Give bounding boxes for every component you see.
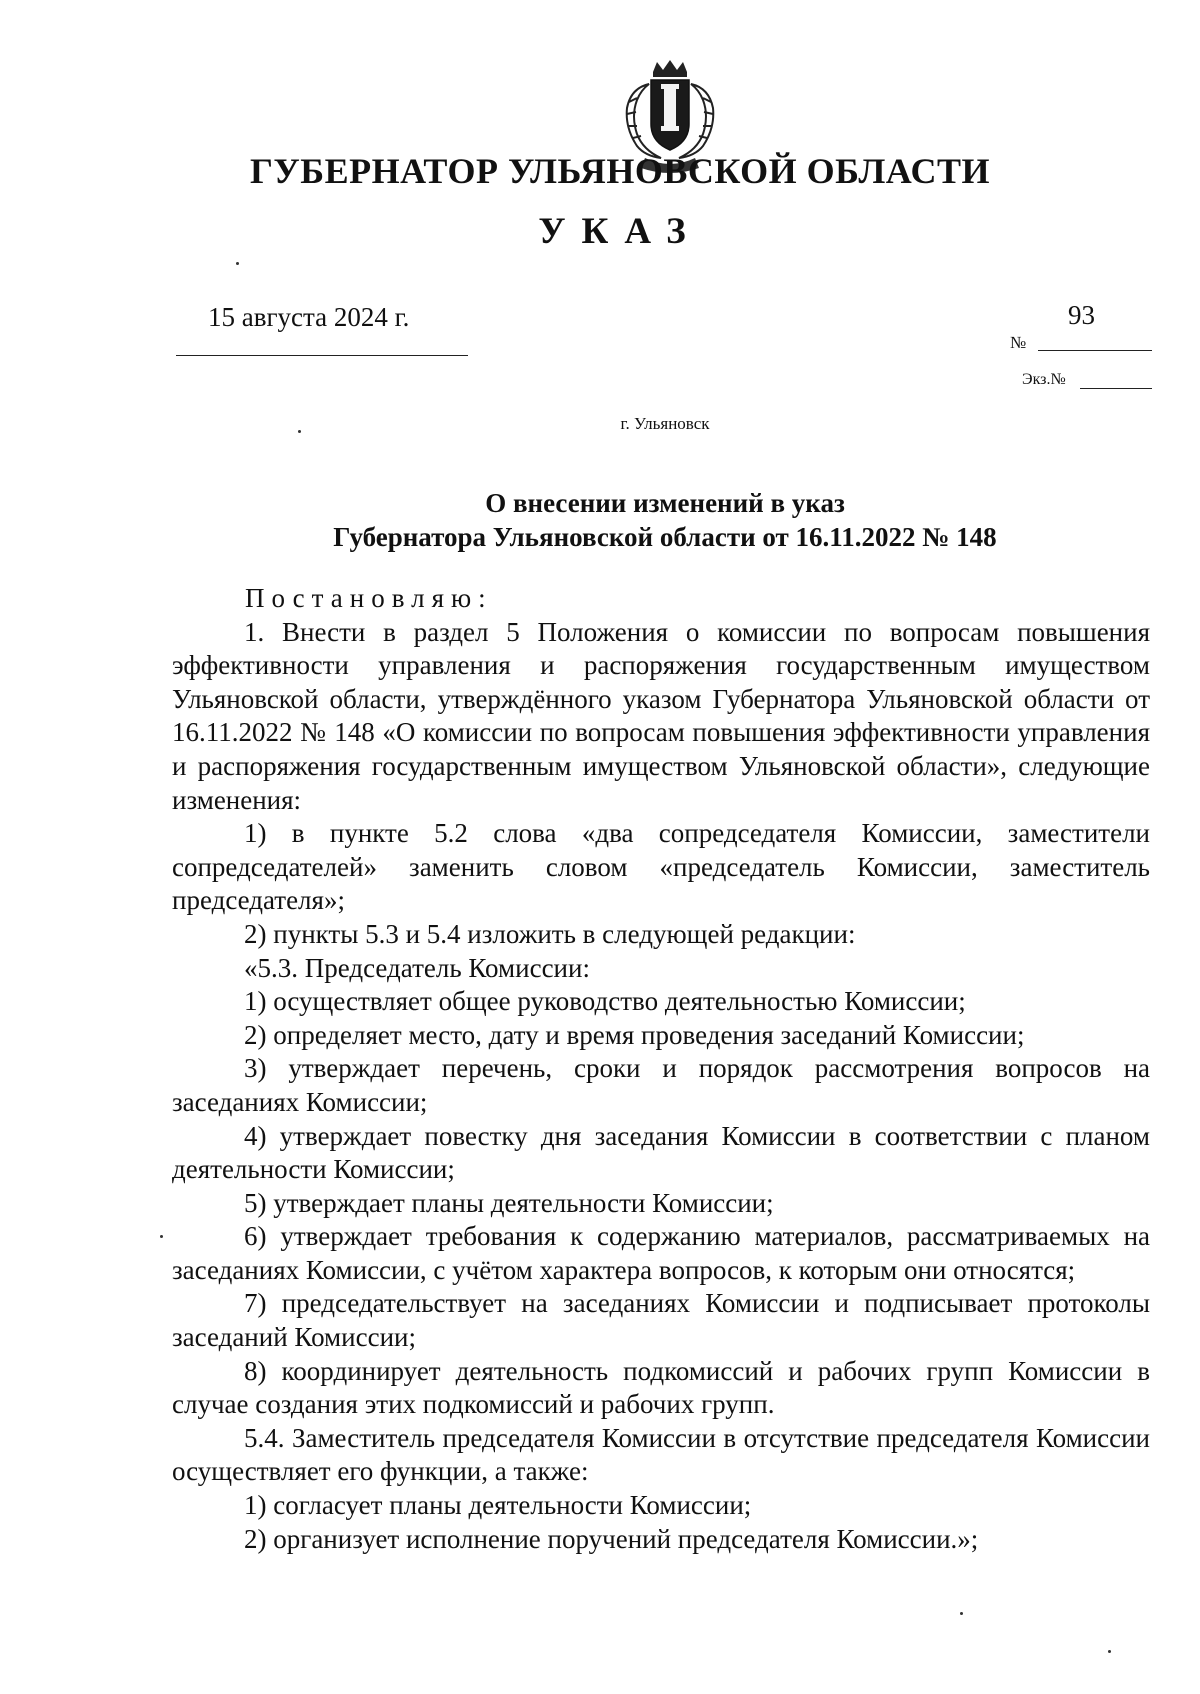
body-paragraph: 1) в пункте 5.2 слова «два сопредседателя Комиссии, заместители сопредседателей» заменить словом «председатель Комиссии, заместитель председателя»; xyxy=(172,818,1150,916)
document-body xyxy=(172,582,1150,1556)
document-type-heading: УКАЗ xyxy=(538,211,702,252)
body-paragraph: 3) утверждает перечень, сроки и порядок рассмотрения вопросов на заседаниях Комиссии; xyxy=(172,1053,1150,1117)
body-paragraph: 5.4. Заместитель председателя Комиссии в отсутствие председателя Комиссии осуществляет его функции, а также: xyxy=(172,1422,1150,1487)
scan-speck xyxy=(960,1612,963,1615)
city-name: г. Ульяновск xyxy=(620,414,710,433)
decree-word: Постановляю: xyxy=(245,583,493,613)
body-paragraph: 4) утверждает повестку дня заседания Комиссии в соответствии с планом деятельности Комиссии; xyxy=(172,1120,1150,1185)
scan-speck xyxy=(160,1235,163,1238)
number-underline xyxy=(1038,350,1152,351)
body-paragraph: «5.3. Председатель Комиссии: xyxy=(244,952,590,983)
subject-line: Губернатора Ульяновской области от 16.11.2022 № 148 xyxy=(333,522,997,552)
document-subject xyxy=(0,486,1200,554)
body-paragraph: 1) осуществляет общее руководство деятельностью Комиссии; xyxy=(244,986,966,1017)
body-paragraph: 7) председательствует на заседаниях Комиссии и подписывает протоколы заседаний Комиссии; xyxy=(172,1288,1150,1353)
body-paragraph: 2) организует исполнение поручений председателя Комиссии.»; xyxy=(244,1523,979,1554)
body-paragraph: 1. Внести в раздел 5 Положения о комиссии по вопросам повышения эффективности управления и распоряжения государственным имуществом Ульяновской области, утверждённого указом Губернатора Ульяновской области от 16.11.2022 № 148 «О комиссии по вопросам повышения эффективности управления и распоряжения государственным имуществом Ульяновской области», следующие изменения: xyxy=(172,616,1150,815)
body-paragraph: 1) согласует планы деятельности Комиссии; xyxy=(244,1490,752,1521)
document-date: 15 августа 2024 г. xyxy=(208,302,410,332)
subject-line: О внесении изменений в указ xyxy=(485,488,845,518)
date-underline xyxy=(176,355,468,356)
organization-title: ГУБЕРНАТОР УЛЬЯНОВСКОЙ ОБЛАСТИ xyxy=(249,151,991,191)
number-label: № xyxy=(1010,333,1027,352)
body-paragraph: 8) координирует деятельность подкомиссий и рабочих групп Комиссии в случае создания этих подкомиссий и рабочих групп. xyxy=(172,1355,1150,1420)
document-number: 93 xyxy=(1068,300,1095,330)
copy-number-underline xyxy=(1080,388,1152,389)
scan-speck xyxy=(1108,1650,1111,1653)
body-paragraph: 2) пункты 5.3 и 5.4 изложить в следующей редакции: xyxy=(244,918,856,949)
body-paragraph: 6) утверждает требования к содержанию материалов, рассматриваемых на заседаниях Комиссии, с учётом характера вопросов, к которым они относятся; xyxy=(172,1221,1150,1285)
scan-speck xyxy=(298,430,301,433)
body-paragraph: 5) утверждает планы деятельности Комиссии; xyxy=(244,1187,774,1218)
body-paragraph: 2) определяет место, дату и время проведения заседаний Комиссии; xyxy=(244,1019,1025,1050)
scan-speck xyxy=(236,262,239,265)
copy-number-label: Экз.№ xyxy=(1022,371,1066,388)
